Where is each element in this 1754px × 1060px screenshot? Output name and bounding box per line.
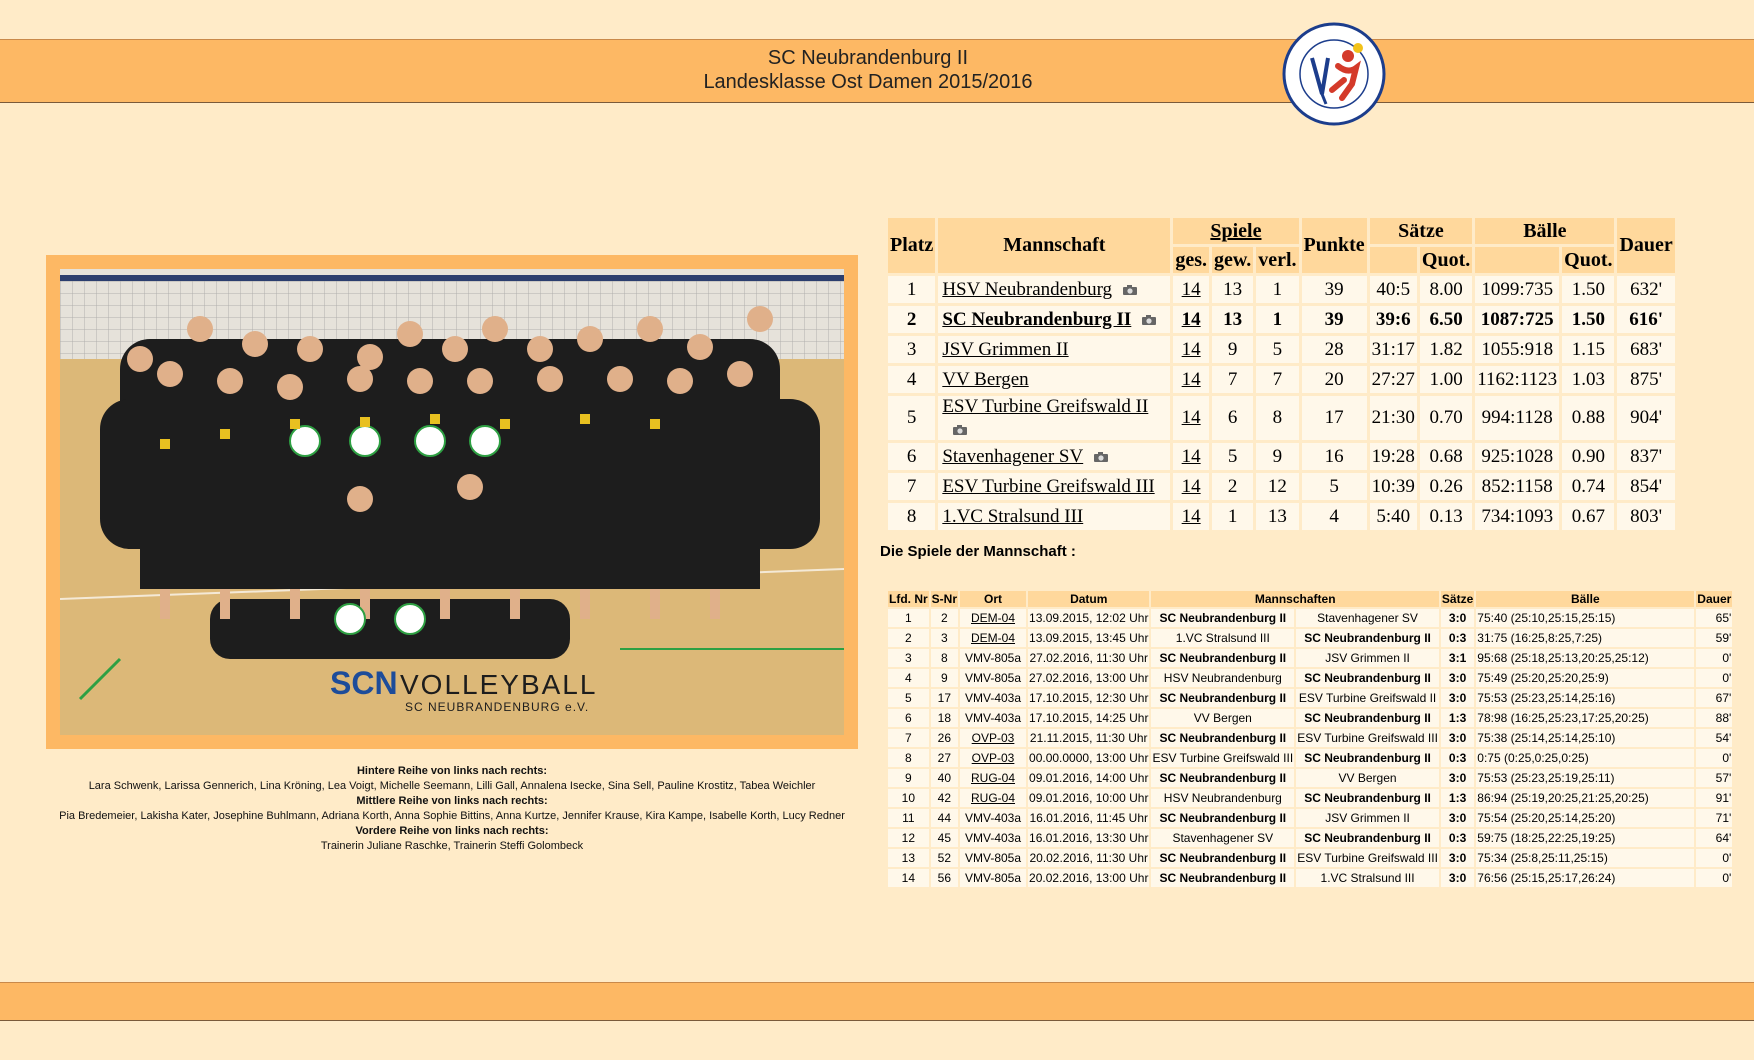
header-saetze-quot: Quot. — [1420, 247, 1472, 273]
match-ort[interactable]: OVP-03 — [960, 749, 1026, 767]
match-ort: VMV-403a — [960, 689, 1026, 707]
match-saetze: 3:0 — [1441, 669, 1474, 687]
match-away: JSV Grimmen II — [1296, 809, 1439, 827]
match-lfd: 1 — [888, 609, 929, 627]
match-datum: 13.09.2015, 12:02 Uhr — [1029, 611, 1149, 625]
match-lfd: 11 — [888, 809, 929, 827]
match-datum: 27.02.2016, 11:30 Uhr — [1029, 651, 1148, 665]
standings-dauer: 616' — [1617, 306, 1674, 333]
standings-ges[interactable]: 14 — [1173, 396, 1209, 440]
standings-saetze: 27:27 — [1370, 366, 1417, 393]
match-baelle: 75:54 (25:20,25:14,25:20) — [1476, 809, 1694, 827]
standings-baelle: 925:1028 — [1475, 443, 1559, 470]
match-baelle: 75:38 (25:14,25:14,25:10) — [1476, 729, 1694, 747]
standings-platz: 8 — [888, 503, 935, 530]
match-home: SC Neubrandenburg II — [1151, 849, 1294, 867]
standings-gew: 6 — [1212, 396, 1253, 440]
match-row — [888, 829, 1732, 847]
caption-front-names: Trainerin Juliane Raschke, Trainerin Steffi Golombeck — [320, 840, 584, 852]
standings-gew: 7 — [1212, 366, 1253, 393]
match-home: HSV Neubrandenburg — [1151, 669, 1294, 687]
standings-platz: 2 — [888, 306, 935, 333]
standings-saetze: 39:6 — [1370, 306, 1417, 333]
standings-saetze-quot: 0.70 — [1420, 396, 1472, 440]
standings-saetze-quot: 6.50 — [1420, 306, 1472, 333]
team-name: SC Neubrandenburg II — [767, 47, 969, 69]
match-away: Stavenhagener SV — [1296, 609, 1439, 627]
match-saetze: 3:0 — [1441, 769, 1474, 787]
photo-banner: VOLLEYBALL — [400, 669, 598, 700]
match-snr: 40 — [931, 769, 958, 787]
standings-punkte: 5 — [1302, 473, 1367, 500]
match-snr: 17 — [931, 689, 958, 707]
standings-ges[interactable]: 14 — [1173, 366, 1209, 393]
standings-baelle-quot: 0.74 — [1562, 473, 1614, 500]
match-datum: 20.02.2016, 11:30 Uhr — [1029, 851, 1148, 865]
standings-verl: 5 — [1256, 336, 1298, 363]
vmv-logo — [1282, 22, 1386, 126]
photo-brand: SCN — [330, 665, 398, 701]
match-dauer: 71' — [1696, 809, 1732, 827]
standings-saetze: 19:28 — [1370, 443, 1417, 470]
standings-punkte: 17 — [1302, 396, 1367, 440]
mh-baelle: Bälle — [1476, 591, 1694, 607]
match-home: SC Neubrandenburg II — [1151, 609, 1294, 627]
match-saetze: 3:0 — [1441, 729, 1474, 747]
match-datum: 16.01.2016, 13:30 Uhr — [1029, 831, 1149, 845]
caption-middle-names: Pia Bredemeier, Lakisha Kater, Josephine Buhlmann, Adriana Korth, Anna Sophie Bittins, Anna Kurtze, Jennifer Krause, Kira Kampe, Isabelle Korth, Lucy Redner — [59, 810, 845, 822]
standings-platz: 6 — [888, 443, 935, 470]
mh-datum: Datum — [1028, 591, 1149, 607]
mh-lfd: Lfd. Nr — [889, 592, 928, 606]
header-dauer: Dauer — [1617, 218, 1674, 273]
match-home: Stavenhagener SV — [1151, 829, 1294, 847]
match-saetze: 1:3 — [1441, 789, 1474, 807]
matches-table — [886, 589, 1734, 889]
match-row — [888, 749, 1732, 767]
match-baelle: 75:53 (25:23,25:14,25:16) — [1476, 689, 1694, 707]
match-row — [888, 789, 1732, 807]
match-row — [888, 609, 1732, 627]
match-dauer: 88' — [1696, 709, 1732, 727]
match-baelle: 59:75 (18:25,22:25,19:25) — [1476, 829, 1694, 847]
standings-baelle-quot: 1.15 — [1562, 336, 1614, 363]
standings-team[interactable]: Stavenhagener SV — [938, 443, 1170, 470]
standings-ges[interactable]: 14 — [1173, 306, 1209, 333]
standings-dauer: 683' — [1617, 336, 1674, 363]
match-saetze: 0:3 — [1441, 629, 1474, 647]
match-away: ESV Turbine Greifswald III — [1297, 851, 1438, 865]
standings-baelle: 1087:725 — [1475, 306, 1559, 333]
standings-gew: 13 — [1212, 306, 1253, 333]
match-ort: VMV-805a — [960, 869, 1026, 887]
match-baelle: 75:40 (25:10,25:15,25:15) — [1476, 609, 1694, 627]
standings-baelle-quot: 1.03 — [1562, 366, 1614, 393]
standings-row — [888, 336, 1675, 363]
standings-platz: 5 — [888, 396, 935, 440]
match-away: SC Neubrandenburg II — [1296, 629, 1439, 647]
standings-dauer: 904' — [1617, 396, 1674, 440]
match-lfd: 5 — [888, 689, 929, 707]
standings-table — [885, 215, 1678, 533]
match-snr: 3 — [931, 629, 958, 647]
photo-banner-sub: SC NEUBRANDENBURG e.V. — [405, 700, 590, 714]
standings-baelle-quot: 1.50 — [1562, 306, 1614, 333]
standings-verl: 7 — [1256, 366, 1298, 393]
standings-baelle: 852:1158 — [1475, 473, 1559, 500]
standings-row — [888, 473, 1675, 500]
match-lfd: 10 — [888, 789, 929, 807]
standings-platz: 1 — [888, 276, 935, 303]
match-lfd: 7 — [888, 729, 929, 747]
standings-gew: 13 — [1212, 276, 1253, 303]
match-datum: 16.01.2016, 11:45 Uhr — [1029, 811, 1148, 825]
standings-saetze: 5:40 — [1370, 503, 1417, 530]
match-away: VV Bergen — [1296, 769, 1439, 787]
match-dauer: 54' — [1696, 729, 1732, 747]
match-ort: VMV-403a — [960, 809, 1026, 827]
camera-icon[interactable] — [1093, 451, 1109, 463]
match-baelle: 75:53 (25:23,25:19,25:11) — [1476, 769, 1694, 787]
standings-saetze-quot: 1.82 — [1420, 336, 1472, 363]
standings-dauer: 803' — [1617, 503, 1674, 530]
match-datum: 09.01.2016, 14:00 Uhr — [1029, 771, 1149, 785]
match-saetze: 3:0 — [1441, 849, 1474, 867]
match-snr: 26 — [931, 729, 958, 747]
match-datum: 20.02.2016, 13:00 Uhr — [1029, 871, 1149, 885]
standings-punkte: 4 — [1302, 503, 1367, 530]
header-ges: ges. — [1173, 247, 1209, 273]
match-row — [888, 729, 1732, 747]
matches-title: Die Spiele der Mannschaft : — [880, 543, 1076, 560]
match-home: HSV Neubrandenburg — [1151, 789, 1294, 807]
match-row — [888, 649, 1732, 667]
match-home: SC Neubrandenburg II — [1151, 649, 1294, 667]
standings-punkte: 28 — [1302, 336, 1367, 363]
standings-platz: 3 — [888, 336, 935, 363]
standings-ges[interactable]: 14 — [1173, 443, 1209, 470]
match-lfd: 3 — [888, 649, 929, 667]
team-photo — [60, 269, 844, 735]
header-baelle: Bälle — [1475, 218, 1614, 244]
match-away: SC Neubrandenburg II — [1296, 709, 1439, 727]
standings-row — [888, 443, 1675, 470]
match-datum: 21.11.2015, 11:30 Uhr — [1029, 731, 1148, 745]
match-ort[interactable]: RUG-04 — [960, 769, 1026, 787]
match-dauer: 0' — [1696, 669, 1732, 687]
match-baelle: 78:98 (16:25,25:23,17:25,20:25) — [1476, 709, 1694, 727]
match-row — [888, 869, 1732, 887]
match-away: ESV Turbine Greifswald II — [1296, 689, 1439, 707]
standings-gew: 1 — [1212, 503, 1253, 530]
standings-baelle-quot: 0.67 — [1562, 503, 1614, 530]
standings-punkte: 39 — [1302, 306, 1367, 333]
standings-verl: 12 — [1256, 473, 1298, 500]
match-away: SC Neubrandenburg II — [1296, 749, 1439, 767]
standings-saetze-quot: 0.68 — [1420, 443, 1472, 470]
match-snr: 52 — [931, 849, 958, 867]
match-ort[interactable]: DEM-04 — [960, 609, 1026, 627]
mh-mannschaften: Mannschaften — [1151, 591, 1438, 607]
match-baelle: 75:49 (25:20,25:20,25:9) — [1476, 669, 1694, 687]
standings-baelle: 1055:918 — [1475, 336, 1559, 363]
standings-dauer: 875' — [1617, 366, 1674, 393]
match-snr: 9 — [931, 669, 958, 687]
standings-team[interactable]: JSV Grimmen II — [938, 336, 1170, 363]
mh-saetze: Sätze — [1441, 592, 1474, 606]
match-lfd: 2 — [888, 629, 929, 647]
standings-team[interactable]: VV Bergen — [938, 366, 1170, 393]
standings-row — [888, 306, 1675, 333]
match-lfd: 12 — [888, 829, 929, 847]
standings-baelle-quot: 1.50 — [1562, 276, 1614, 303]
match-home: 1.VC Stralsund III — [1151, 629, 1294, 647]
header-baelle-blank — [1475, 247, 1559, 273]
match-datum: 17.10.2015, 12:30 Uhr — [1029, 691, 1149, 705]
match-dauer: 0' — [1696, 649, 1732, 667]
standings-saetze: 10:39 — [1370, 473, 1417, 500]
match-datum: 00.00.0000, 13:00 Uhr — [1029, 751, 1149, 765]
camera-icon[interactable] — [1141, 314, 1157, 326]
standings-row — [888, 396, 1675, 440]
match-ort: VMV-805a — [960, 649, 1026, 667]
match-baelle: 75:34 (25:8,25:11,25:15) — [1476, 849, 1694, 867]
match-saetze: 3:0 — [1441, 689, 1474, 707]
standings-team[interactable]: ESV Turbine Greifswald III — [938, 473, 1170, 500]
standings-baelle: 1099:735 — [1475, 276, 1559, 303]
standings-punkte: 16 — [1302, 443, 1367, 470]
match-dauer: 65' — [1696, 609, 1732, 627]
header-verl: verl. — [1256, 247, 1298, 273]
standings-saetze-quot: 0.26 — [1420, 473, 1472, 500]
camera-icon[interactable] — [1122, 284, 1138, 296]
match-datum: 17.10.2015, 14:25 Uhr — [1029, 711, 1149, 725]
standings-dauer: 837' — [1617, 443, 1674, 470]
match-home: SC Neubrandenburg II — [1151, 689, 1294, 707]
match-saetze: 3:0 — [1441, 869, 1474, 887]
match-snr: 8 — [931, 649, 958, 667]
match-datum: 09.01.2016, 10:00 Uhr — [1029, 791, 1149, 805]
match-snr: 44 — [931, 809, 958, 827]
page-title — [0, 46, 1736, 94]
match-home: SC Neubrandenburg II — [1151, 769, 1294, 787]
match-datum: 27.02.2016, 13:00 Uhr — [1029, 671, 1149, 685]
standings-dauer: 854' — [1617, 473, 1674, 500]
standings-punkte: 20 — [1302, 366, 1367, 393]
match-away: SC Neubrandenburg II — [1296, 789, 1439, 807]
standings-team[interactable]: SC Neubrandenburg II — [938, 306, 1170, 333]
match-row — [888, 669, 1732, 687]
caption-front-title: Vordere Reihe von links nach rechts: — [355, 825, 549, 837]
standings-baelle-quot: 0.90 — [1562, 443, 1614, 470]
match-away: SC Neubrandenburg II — [1296, 669, 1439, 687]
standings-ges[interactable]: 14 — [1173, 276, 1209, 303]
match-saetze: 0:3 — [1441, 829, 1474, 847]
match-dauer: 0' — [1696, 849, 1732, 867]
match-home: VV Bergen — [1151, 709, 1294, 727]
standings-gew: 9 — [1212, 336, 1253, 363]
league-name: Landesklasse Ost Damen 2015/2016 — [703, 71, 1033, 93]
mh-dauer: Dauer — [1697, 592, 1732, 606]
match-away: ESV Turbine Greifswald III — [1297, 731, 1438, 745]
match-baelle: 86:94 (25:19,20:25,21:25,20:25) — [1476, 789, 1694, 807]
match-snr: 18 — [931, 709, 958, 727]
standings-ges[interactable]: 14 — [1173, 336, 1209, 363]
match-away: 1.VC Stralsund III — [1296, 869, 1439, 887]
team-photo-frame — [46, 255, 858, 749]
match-row — [888, 769, 1732, 787]
standings-baelle: 1162:1123 — [1475, 366, 1559, 393]
match-ort[interactable]: RUG-04 — [960, 789, 1026, 807]
match-row — [888, 809, 1732, 827]
match-home: SC Neubrandenburg II — [1151, 729, 1294, 747]
standings-team[interactable]: HSV Neubrandenburg — [938, 276, 1170, 303]
match-baelle: 31:75 (16:25,8:25,7:25) — [1476, 629, 1694, 647]
match-dauer: 64' — [1696, 829, 1732, 847]
match-dauer: 0' — [1696, 749, 1732, 767]
match-dauer: 59' — [1696, 629, 1732, 647]
match-ort[interactable]: OVP-03 — [960, 729, 1026, 747]
match-baelle: 0:75 (0:25,0:25,0:25) — [1476, 749, 1694, 767]
standings-saetze: 31:17 — [1370, 336, 1417, 363]
caption-back-names: Lara Schwenk, Larissa Gennerich, Lina Kröning, Lea Voigt, Michelle Seemann, Lilli Gall, Annalena Isecke, Sina Sell, Pauline Krostitz, Tabea Weichler — [88, 780, 816, 792]
match-ort: VMV-805a — [960, 669, 1026, 687]
standings-baelle-quot: 0.88 — [1562, 396, 1614, 440]
mh-ort: Ort — [960, 591, 1026, 607]
match-saetze: 0:3 — [1441, 749, 1474, 767]
standings-team[interactable]: ESV Turbine Greifswald II — [938, 396, 1170, 440]
match-home: SC Neubrandenburg II — [1151, 869, 1294, 887]
header-gew: gew. — [1212, 247, 1253, 273]
mh-snr: S-Nr — [931, 592, 958, 606]
standings-verl: 8 — [1256, 396, 1298, 440]
match-saetze: 3:0 — [1441, 809, 1474, 827]
standings-punkte: 39 — [1302, 276, 1367, 303]
match-saetze: 3:1 — [1441, 649, 1474, 667]
caption-back-title: Hintere Reihe von links nach rechts: — [356, 765, 548, 777]
standings-verl: 13 — [1256, 503, 1298, 530]
caption-middle-title: Mittlere Reihe von links nach rechts: — [356, 795, 548, 807]
standings-platz: 4 — [888, 366, 935, 393]
header-punkte: Punkte — [1302, 218, 1367, 273]
standings-ges[interactable]: 14 — [1173, 473, 1209, 500]
standings-verl: 9 — [1256, 443, 1298, 470]
header-saetze-blank — [1370, 247, 1417, 273]
standings-ges[interactable]: 14 — [1173, 503, 1209, 530]
match-dauer: 0' — [1696, 869, 1732, 887]
standings-baelle: 734:1093 — [1475, 503, 1559, 530]
match-row — [888, 629, 1732, 647]
match-baelle: 76:56 (25:15,25:17,26:24) — [1476, 869, 1694, 887]
standings-gew: 5 — [1212, 443, 1253, 470]
match-lfd: 8 — [888, 749, 929, 767]
standings-gew: 2 — [1212, 473, 1253, 500]
standings-saetze-quot: 8.00 — [1420, 276, 1472, 303]
standings-saetze-quot: 0.13 — [1420, 503, 1472, 530]
standings-row — [888, 276, 1675, 303]
standings-platz: 7 — [888, 473, 935, 500]
match-ort: VMV-403a — [960, 829, 1026, 847]
match-ort[interactable]: DEM-04 — [960, 629, 1026, 647]
match-row — [888, 849, 1732, 867]
header-baelle-quot: Quot. — [1562, 247, 1614, 273]
match-snr: 42 — [931, 789, 958, 807]
standings-verl: 1 — [1256, 276, 1298, 303]
match-home: SC Neubrandenburg II — [1151, 809, 1294, 827]
match-saetze: 3:0 — [1441, 609, 1474, 627]
photo-caption — [46, 764, 858, 854]
footer-bar — [0, 982, 1754, 1021]
standings-dauer: 632' — [1617, 276, 1674, 303]
standings-saetze: 21:30 — [1370, 396, 1417, 440]
header-mannschaft: Mannschaft — [938, 218, 1170, 273]
standings-saetze: 40:5 — [1370, 276, 1417, 303]
match-away: SC Neubrandenburg II — [1296, 829, 1439, 847]
match-row — [888, 689, 1732, 707]
header-saetze: Sätze — [1370, 218, 1473, 244]
match-snr: 56 — [931, 869, 958, 887]
match-row — [888, 709, 1732, 727]
header-platz: Platz — [888, 218, 935, 273]
match-ort: VMV-805a — [960, 849, 1026, 867]
header-spiele[interactable]: Spiele — [1173, 218, 1298, 244]
match-snr: 2 — [931, 609, 958, 627]
match-away: JSV Grimmen II — [1296, 649, 1439, 667]
standings-team[interactable]: 1.VC Stralsund III — [938, 503, 1170, 530]
match-saetze: 1:3 — [1441, 709, 1474, 727]
match-dauer: 57' — [1696, 769, 1732, 787]
match-lfd: 4 — [888, 669, 929, 687]
header-bar — [0, 39, 1754, 103]
match-lfd: 6 — [888, 709, 929, 727]
standings-verl: 1 — [1256, 306, 1298, 333]
match-datum: 13.09.2015, 13:45 Uhr — [1029, 631, 1149, 645]
camera-icon[interactable] — [952, 424, 968, 436]
match-lfd: 13 — [888, 849, 929, 867]
match-dauer: 67' — [1696, 689, 1732, 707]
standings-row — [888, 503, 1675, 530]
match-lfd: 9 — [888, 769, 929, 787]
match-ort: VMV-403a — [960, 709, 1026, 727]
match-dauer: 91' — [1696, 789, 1732, 807]
standings-baelle: 994:1128 — [1475, 396, 1559, 440]
match-home: ESV Turbine Greifswald III — [1152, 751, 1294, 765]
standings-saetze-quot: 1.00 — [1420, 366, 1472, 393]
match-snr: 27 — [931, 749, 958, 767]
match-lfd: 14 — [888, 869, 929, 887]
standings-row — [888, 366, 1675, 393]
match-snr: 45 — [931, 829, 958, 847]
match-baelle: 95:68 (25:18,25:13,20:25,25:12) — [1476, 649, 1694, 667]
